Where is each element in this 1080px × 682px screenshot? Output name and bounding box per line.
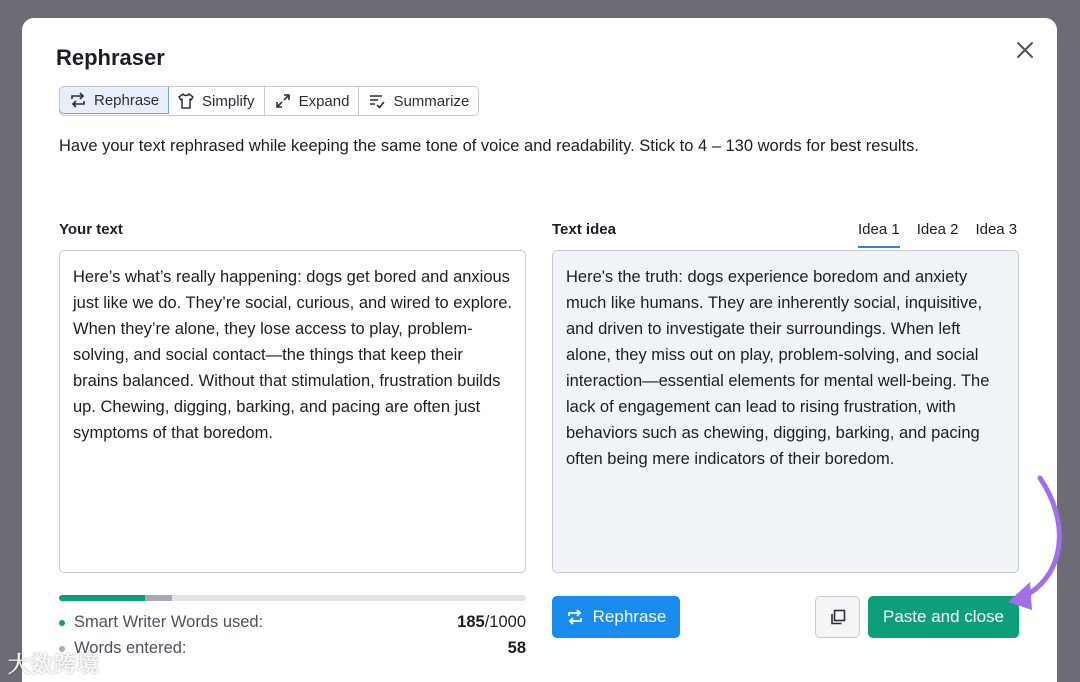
idea-tabs [858,221,1017,248]
modal-title: Rephraser [56,45,165,70]
mode-tabs [59,86,479,116]
tab-label: Simplify [202,92,255,110]
close-button[interactable] [1011,36,1039,64]
tab-label: Summarize [393,92,470,110]
copy-button[interactable] [815,596,860,638]
tab-label: Expand [298,92,350,110]
words-used-value: 185 [457,613,485,631]
watermark-text: 大数跨境 [8,652,101,677]
tab-simplify[interactable] [168,87,265,115]
words-used-label: Smart Writer Words used: [74,613,264,631]
words-entered-label: Words entered: [74,639,187,657]
words-used-row [59,613,526,632]
words-used-fill [59,595,145,601]
rephrase-button-label: Rephrase [592,607,667,626]
text-idea-label: Text idea [552,221,616,238]
tab-expand[interactable] [265,87,360,115]
words-entered-row [59,639,526,658]
words-entered-value: 58 [507,639,526,657]
watermark-logo [8,648,100,679]
tab-idea-3[interactable]: Idea 3 [975,221,1018,238]
words-limit-value: /1000 [484,613,526,631]
words-used-dot [59,620,65,626]
tab-summarize[interactable] [359,87,478,115]
tab-label: Rephrase [94,91,160,109]
shirt-icon [177,92,195,110]
tab-rephrase[interactable] [59,86,169,114]
text-idea-output: Here's the truth: dogs experience boredom and anxiety much like humans. They are inherently social, inquisitive, and driven to investigate their surroundings. When left alone, they miss out on play, problem-solving, and social interaction—essential elements for mental well-being. The lack of engagement can lead to rising frustration, with behaviors such as chewing, digging, barking, and pacing often being mere indicators of their boredom. [552,250,1019,573]
description-text: Have your text rephrased while keeping the same tone of voice and readability. Stick to 4 – 130 words for best results. [59,137,919,155]
expand-icon [274,92,292,110]
tab-idea-2[interactable]: Idea 2 [916,221,959,238]
word-usage-progress [59,595,526,601]
summarize-icon [368,92,386,110]
your-text-input[interactable]: Here’s what’s really happening: dogs get bored and anxious just like we do. They’re social, curious, and wired to explore. When they’re alone, they lose access to play, problem-solving, and social contact—the things that keep their brains balanced. Without that stimulation, frustration builds up. Chewing, digging, barking, and pacing are often just symptoms of that boredom. [59,250,526,573]
your-text-label: Your text [59,221,123,238]
rephrase-icon [566,608,584,626]
words-entered-fill [145,595,172,601]
tab-idea-1[interactable]: Idea 1 [858,221,900,248]
rephrase-button[interactable] [552,596,680,638]
paste-and-close-button[interactable]: Paste and close [868,596,1019,638]
rephraser-modal [22,18,1057,682]
close-icon[interactable] [1016,41,1034,59]
rephrase-icon [69,91,87,109]
copy-icon [829,608,847,626]
